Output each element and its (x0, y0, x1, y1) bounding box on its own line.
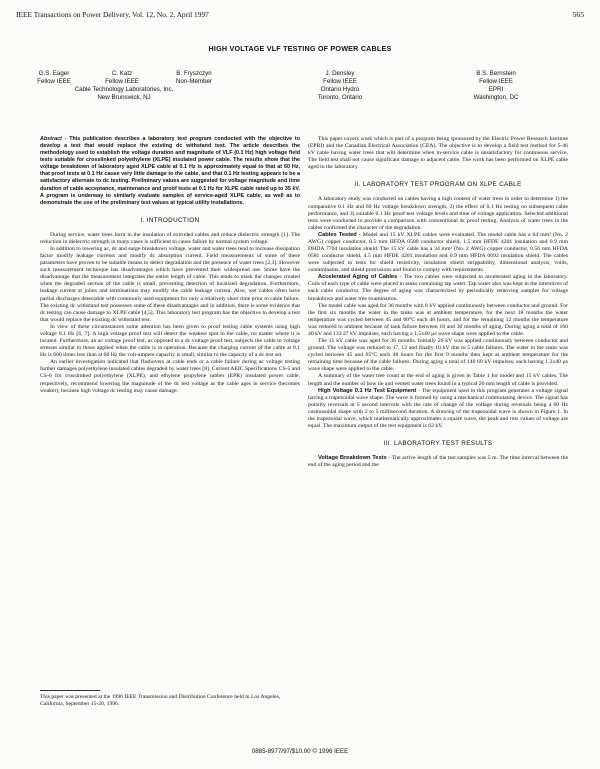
paragraph (308, 338, 568, 373)
author-place: Toronto, Ontario (317, 94, 363, 101)
paragraph: This paper covers work which is part of a program being sponsored by the Electric Power Research Institute (EPRI) and the Canadian Electrical Association (CEA). The objective is to develop a field test method for 5-46 kV cable having water trees that will determine when in-service cable is unsatisfactory for continuous service. The field test shall not cause significant damage to adjacent cable. The work has been performed on XLPE cable aged in the laboratory. (308, 136, 568, 171)
author-name: G.S. Eager (38, 70, 70, 77)
abstract-label: Abstract (40, 136, 62, 142)
run-in-heading: Voltage Breakdown Tests (318, 455, 387, 462)
author-org: EPRI (488, 86, 504, 93)
paper-title: HIGH VOLTAGE VLF TESTING OF POWER CABLES (208, 44, 392, 53)
run-in-heading: Cables Tested (318, 231, 357, 238)
paragraph-text: A summary of the water tree count at the end of aging is given in Table 1 for model and 15 kV cables. The length and the number of bow tie and vented water trees found in a typical 20 mm length of cable is provided. (308, 373, 568, 387)
author-role: Fellow IEEE (37, 78, 71, 85)
paragraph: In view of these circumstances some attention has been given to proof testing cable systems using high voltage 0.1 Hz [6, 7]. A high voltage proof test will detect the weakest spot in the cable, no matter where it is located. Furthermore, an ac voltage proof test, as opposed to a dc voltage proof test, subjects the cable to voltage stresses similar to those applied when the cable is in operation. Because the charging current of the cable at 0.1 Hz is 600 times less than at 60 Hz the volt-ampere capacity is small, similar to the capacity of a dc test set. (40, 323, 300, 359)
paragraph (308, 373, 568, 387)
author-place: Washington, DC (473, 94, 519, 101)
author-1 (24, 70, 84, 86)
paragraph (308, 232, 568, 274)
author-role: Fellow IEEE (479, 78, 513, 85)
page-number: 565 (572, 10, 584, 19)
paragraph-text: The model cable was aged for 36 months with 8 kV applied continuously between conductor and ground. For the first six months the water in the tanks was at ambient temperature, for the next 18 months the water temperature was cycled between 45 and 60°C each 48 hours, and for the remaining 12 months the temperature was reduced to ambient because of tank failure between 18 and 30 months of aging. During aging a total of 160 40 kV and 133 27 kV impulses, each having a 1.5x40 µs wave shape were applied to the cable. (308, 302, 568, 337)
author-5 (456, 70, 536, 102)
run-in-heading: Accelerated Aging of Cables (318, 274, 398, 281)
abstract (40, 136, 300, 207)
author-org: Ontario Hydro (320, 86, 360, 93)
paragraph-text: A laboratory study was conducted on cables having a high content of water trees in order to determine 1) the comparative 0.1 Hz and 60 Hz voltage breakdown strength, 2) the effect of 0.1 Hz testing on subsequent cable performance, and 3) suitable 0.1 Hz proof test voltage levels and time of voltage application. Selected additional tests were conducted to provide a comparison with conventional dc proof testing. Analysis of water trees in the cables confirmed the character of the degradation. (308, 196, 568, 231)
author-3 (162, 70, 226, 86)
paragraph-text: - Model and 15 kV XLPE cables were evaluated. The model cable has a 64 mm² (No. 2 AWG) copper conductor, 0.5 mm HFDA 0580 conductor shield, 1.5 mm HFDE 4201 insulation and 0.9 mm DHDA 7704 insulation shield. The 15 kV cable has a 34 mm² (No. 2 AWG) copper conductor, 0.56 mm HFDA 0581 conductor shield, 4.5 mm HFDE 4201 insulation and 0.9 mm HFDA 0692 insulation shield. The cables were subjected to tests for shield resistivity, insulation shield strippability, dimensional analysis, voids, contaminants, and shield protrusions and found to comply with requirements. (308, 231, 569, 274)
paragraph: An earlier investigation indicated that flashovers at cable ends or a cable failure during ac voltage testing further damages polyethylene insulated cables degraded by water trees [8]. Current AEIC Specifications CS-5 and CS-6 for crosslinked polyethylene (XLPE), and ethylene propylene rubber (EPR) insulated power cable, respectively, recommend lowering the magnitude of the dc test voltage as the cable ages in service (becomes weaker), because high voltage dc testing may cause damage. (40, 359, 300, 394)
paragraph-text: - The two cables were subjected to accelerated aging in the laboratory. Coils of each type of cable were placed in tanks containing tap water. Tap water also was kept in the interstices of each cable conductor. The degree of aging was characterized by periodically removing samples for voltage breakdown and water tree examination. (308, 274, 569, 302)
paragraph-text: - The equipment used in this program generates a voltage signal having a trapezoidal wave shape. The wave is formed by using a mechanical commutating device. The signal has polarity reversals at 5 second intervals with the rate of change of the voltage during reversals being a 60 Hz cosinusoidal shape with 2 to 5 millisecond duration. A drawing of the trapezoidal wave is shown in Figure 1. In the trapezoidal wave, which mathematically approximates a square wave, the peak and rms values of voltage are equal. The maximum output of the test equipment is 62 kV. (308, 387, 568, 429)
author-block (16, 70, 584, 110)
copyright-line: 0885-8977/97/$10.00 © 1996 IEEE (251, 748, 349, 755)
paragraph (308, 455, 568, 469)
paragraph (308, 303, 568, 338)
running-header (16, 10, 584, 24)
run-in-heading: High Voltage 0.1 Hz Test Equipment (318, 387, 417, 394)
right-column (308, 136, 568, 469)
left-column (40, 136, 300, 395)
paragraph (308, 388, 568, 430)
paragraph-text: The 15 kV cable was aged for 36 months. Initially 26 kV was applied continuously between conductor and ground. The voltage was reduced to 17, 12 and finally 10 kV due to 5 cable failures. The water in the tanks was cycled between 45 and 65°C each 48 hours for the first 9 months then kept at ambient temperature for the remaining time because of the cable failures. During aging a total of 140 60 kV impulses, each having 1.2x40 µs wave shape were applied to the cable. (308, 338, 568, 373)
section-heading-introduction: I. INTRODUCTION (140, 216, 200, 224)
footnote: This paper was presented at the 1996 IEEE Transmission and Distribution Conference held in Los Angeles, California, September 15-20, 1996. (40, 694, 281, 707)
section-heading-results: III. LABORATORY TEST RESULTS (383, 440, 493, 448)
paragraph: In addition to lowering ac, dc and surge breakdown voltage, water and water trees tend to increase dissipation factor modify leakage currents and modify dc absorption current. Field measurements of some of these parameters have proven to be suitable means to detect degradation and the presence of water trees [2,3]. However such measurement technique has disadvantages which have prevented their widespread use. Some have the disadvantage that the measurement integrates the entire length of cable. This tends to mask the changes created when the degraded section of the cable is small, preventing detection of localized degradation. Furthermore, leakage current at joints and terminations may modify the cable leakage current. Also, wet cables often have partial discharges detectable with commonly used equipment for only a relatively short time prior to cable failure. The existing dc withstand test possesses some of these disadvantages and in addition, there is some evidence that dc testing can cause damage to XLPE cable [4,5]. This laboratory test program has the objective to develop a test that would replace the existing dc withstand test. (40, 246, 300, 323)
footnote-rule (40, 690, 100, 691)
author-name: B.S. Bernstein (476, 70, 516, 77)
paragraph: During service, water trees form in the insulation of extruded cables and reduce dielectric strength [1]. The reduction in dielectric strength in many cases is sufficient to cause failure by normal system voltage. (40, 231, 300, 245)
section-heading-lab-program: II. LABORATORY TEST PROGRAM ON XLPE CABLE (354, 181, 522, 189)
affiliation-place: New Brunswick, NJ (97, 94, 151, 101)
paragraph (308, 274, 568, 302)
author-role: Fellow IEEE (105, 78, 139, 85)
author-name: C. Katz (111, 70, 133, 77)
author-4 (300, 70, 380, 102)
author-2 (92, 70, 152, 86)
abstract-text: - This publication describes a laboratory test program conducted with the objective to develop a test that would replace the existing dc withstand test. The article describes the methodology used to establish the voltage duration and magnitude of VLF (0.1 Hz) high voltage field tests suitable for crosslinked polyethylene (XLPE) insulated power cable. The results show that the voltage breakdown of laboratory aged XLPE cable at 0.1 Hz is approximately equal to that at 60 Hz, that proof tests at 0.1 Hz cause very little damage to the cable, and that 0.1 Hz testing appears to be a satisfactory alternate to dc testing. Preliminary values are suggested for voltage magnitude and time duration of cable acceptance, maintenance and proof tests at 0.1 Hz for XLPE cable rated up to 35 kV. A program is underway to similarly evaluate samples of service-aged XLPE cable, as well as to demonstrate the use of the preliminary test values at typical utility installations. (40, 136, 300, 206)
author-name: B. Fryszczyn (176, 70, 212, 77)
journal-citation: IEEE Transactions on Power Delivery, Vol. 12, No. 2, April 1997 (16, 10, 209, 19)
paragraph (308, 196, 568, 231)
paragraph-text: - The active length of the test samples was 5 m. The time interval between the end of the aging period and the (308, 455, 569, 469)
affiliation-org: Cable Technology Laboratories, Inc. (74, 86, 174, 93)
author-role: Fellow IEEE (323, 78, 357, 85)
author-role: Non-Member (175, 78, 213, 85)
affiliation (24, 86, 224, 102)
author-name: J. Densley (325, 70, 355, 77)
